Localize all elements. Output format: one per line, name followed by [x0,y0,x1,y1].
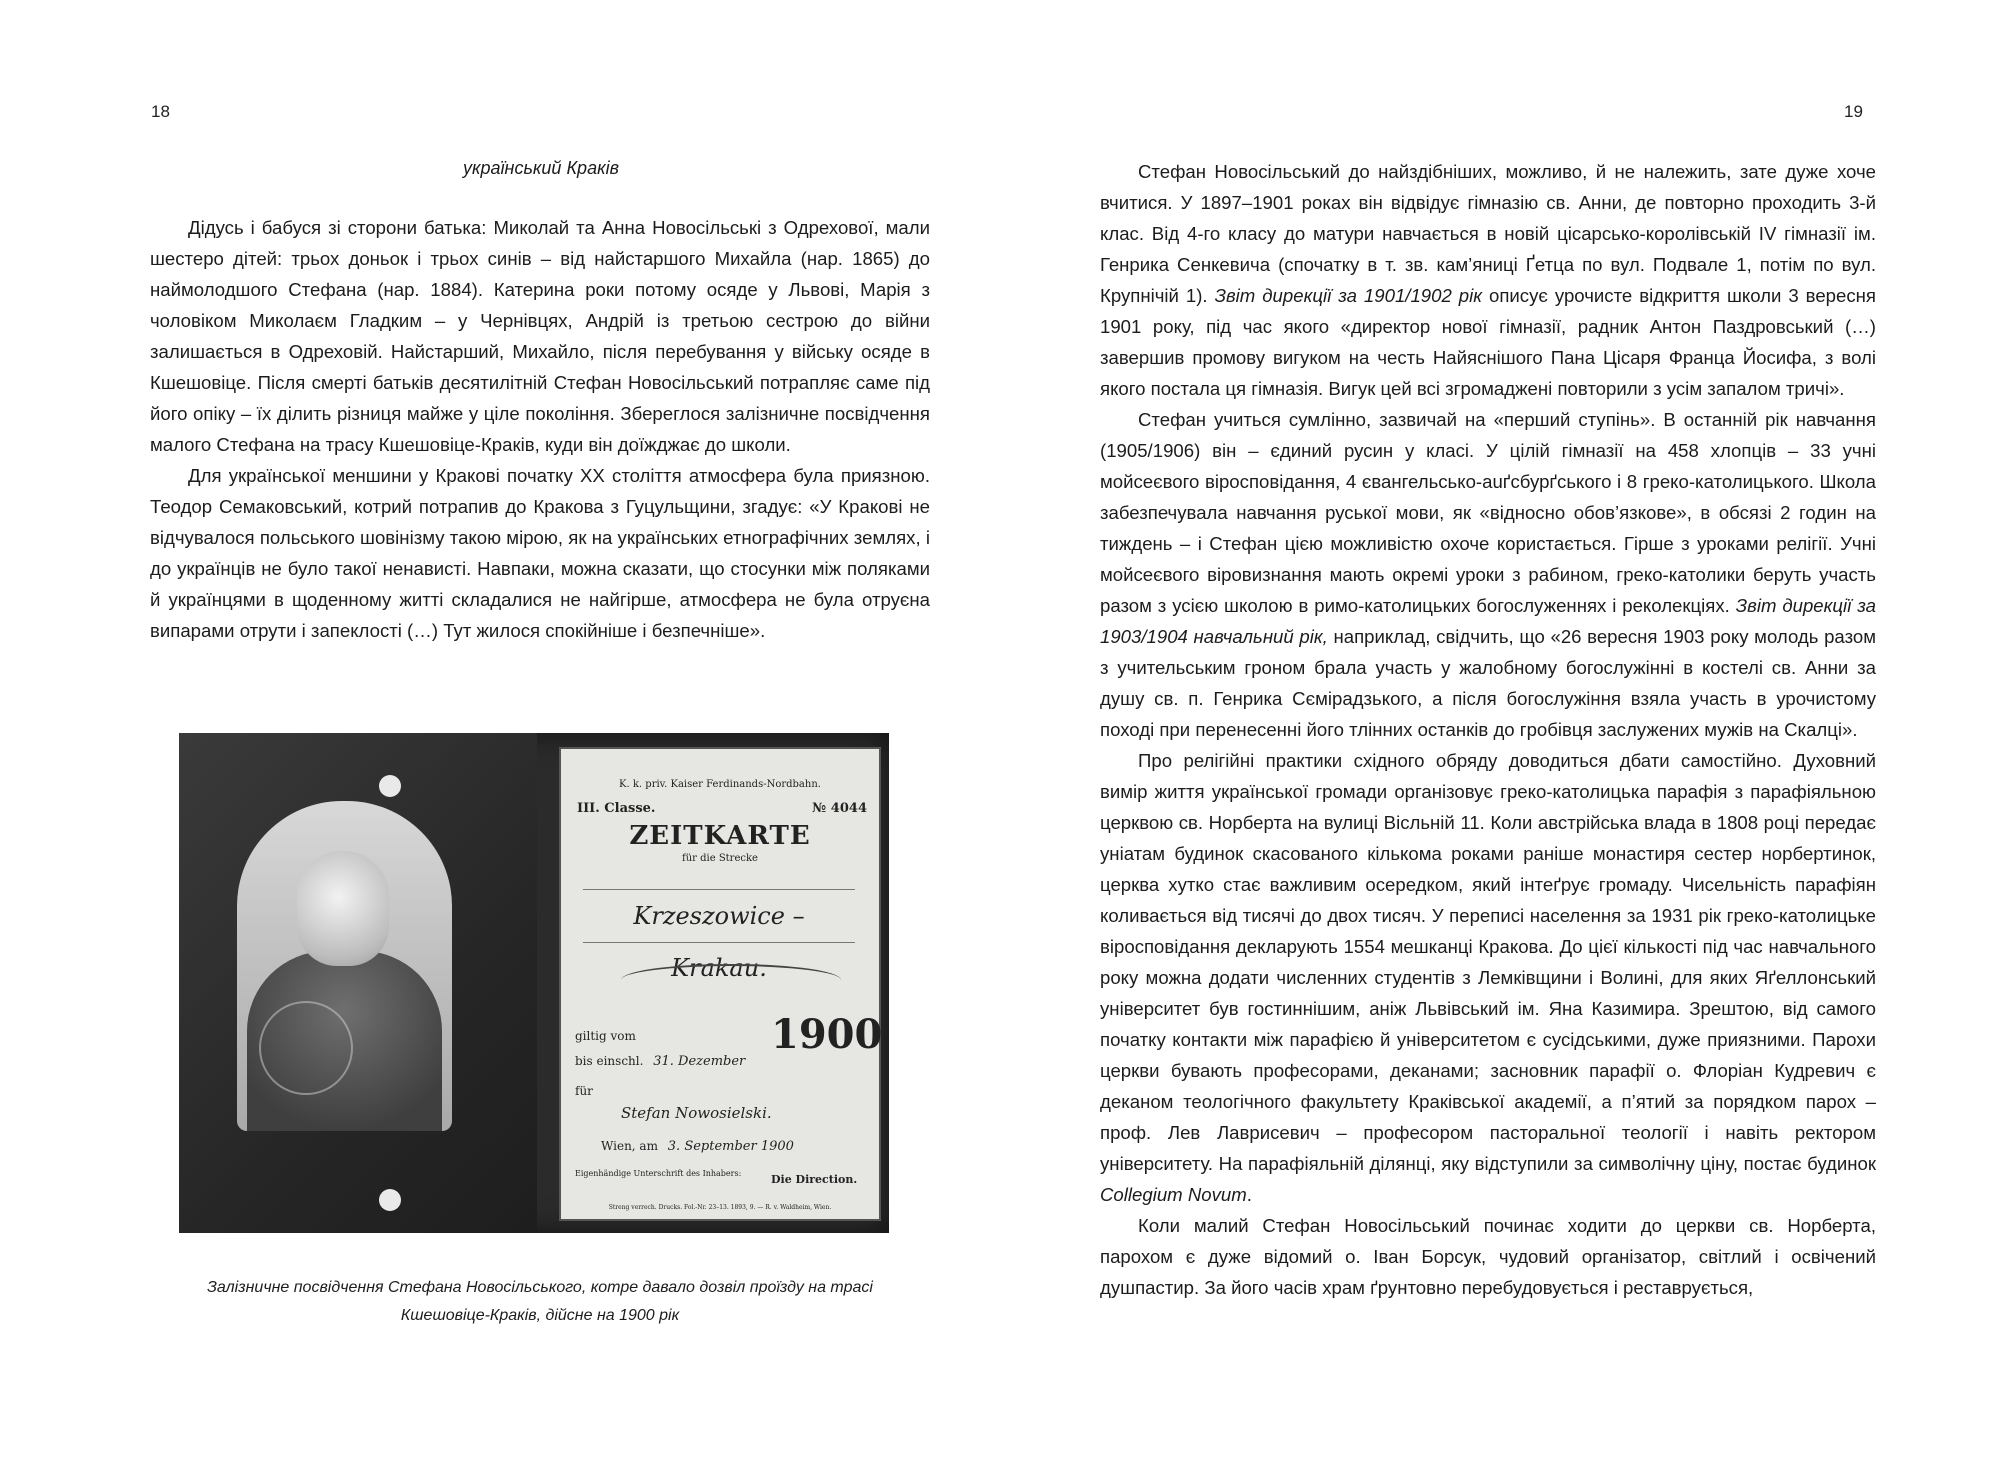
card-fuer: für [575,1084,593,1098]
portrait-stamp [259,1001,353,1095]
card-flourish [621,964,841,996]
card-wien-row [601,1139,794,1154]
text-run: описує урочисте відкриття школи 3 вересня 1901 року, під час якого «директор нової гімназії, радник Антон Паздровський (…) завершив промову вигуком на честь Найяснішого Пана Цісаря Франца Йосифа, з волі якого постала ця гімназія. Вигук цей всі згромаджені повторили з усім запалом тричі». [1100,285,1876,399]
railway-pass-photo [179,733,889,1233]
paragraph: Коли малий Стефан Новосільський починає ходити до церкви св. Норберта, парохом є дуже відомий о. Іван Борсук, чудовий організатор, світлий і освічений душпастир. За його часів храм ґрунтовно перебудовується і реставрується, [1100,1215,1876,1298]
building-name: Collegium Novum [1100,1184,1247,1205]
card-strecke: für die Strecke [682,853,758,864]
cover-hole [379,1189,401,1211]
paragraph: Дідусь і бабуся зі сторони батька: Миколай та Анна Новосільські з Одрехової, мали шестеро дітей: трьох доньок і трьох синів – від найстаршого Михайла (нар. 1865) до наймолодшого Стефана (нар. 1884). Катерина роки потому осяде у Львові, Марія з чоловіком Миколаєм Гладким – у Чернівцях, Андрій із третьою сестрою до війни залишається в Одреховій. Найстарший, Михайло, після перебування у війську осяде в Кшешовіце. Після смерті батьків десятилітній Стефан Новосільський потрапляє саме під його опіку – їх ділить різниця майже у ціле покоління. Збереглося залізничне посвідчення малого Стефана на трасу Кшешовіце-Краків, куди він доїжджає до школи. [150,217,930,455]
card-wien: Wien, am [601,1139,658,1153]
text-run: Стефан Новосільський до найздібніших, можливо, й не належить, зате дуже хоче вчитися. У 1897–1901 роках він відвідує гімназію св. Анни, де повторно проходить 3-й клас. Від 4-го класу до матури навчається в новій цісарсько-королівській IV гімназії ім. Генрика Сенкевича (спочатку в т. зв. кам’яниці Ґетца по вул. Подвале 1, потім по вул. Крупнічій 1). [1100,161,1876,306]
right-body-text [1100,156,1876,1303]
photo-caption [150,1274,930,1330]
card-print-note: Streng verrech. Drucks. Fol.-Nr. 23–13. 1893, 9. — R. v. Waldheim, Wien. [608,1204,832,1211]
paragraph [1100,404,1876,745]
page-number: 19 [1844,102,1863,121]
report-title: Звіт дирекції за 1903/1904 навчальний рік, [1100,595,1876,647]
left-body-text [150,212,930,646]
card-signature-label: Eigenhändige Unterschrift des Inhabers: [575,1169,742,1178]
text-run: Стефан учиться сумлінно, зазвичай на «перший ступінь». В останній рік навчання (1905/1906) він – єдиний русин у класі. У цілій гімназії на 458 хлопців – 33 учні мойсеєвого віросповідання, 4 євангельсько-auґсбурґського і 8 греко-католицького. Школа забезпечувала навчання руської мови, як «відносно обов’язкове», в обсязі 2 годин на тиждень – і Стефан цією можливістю охоче користається. Гірше з уроками релігії. Учні мойсеєвого віровизнання мають окремі уроки з рабином, греко-католики беруть участь разом з усією школою в римо-католицьких богослуженнях і реколекціях. [1100,409,1876,616]
caption-line: Залізничне посвідчення Стефана Новосільського, котре давало дозвіл проїзду на трасі [207,1279,873,1296]
right-page [1004,0,2008,1476]
card-wien-date: 3. September 1900 [667,1139,794,1154]
card-number: № 4044 [812,801,867,816]
report-title: Звіт дирекції за 1901/1902 рік [1214,285,1483,306]
card-bis-row [575,1054,745,1069]
paragraph [1100,745,1876,1210]
card-giltig: giltig vom [575,1029,636,1043]
card-railway: K. k. priv. Kaiser Ferdinands-Nordbahn. [619,779,821,790]
card-class-row [577,801,867,816]
card-holder-name: Stefan Nowosielski. [621,1104,772,1122]
text-run: Про релігійні практики східного обряду доводиться дбати самостійно. Духовний вимір життя української громади організовує греко-католицька парафія з парафіяльною церквою св. Норберта на вулиці Вісльній 11. Коли австрійська влада в 1808 році передає уніатам будинок скасованого кількома роками раніше монастиря сестер норбертинок, церква хутко стає важливим осередком, який інтеґрує громаду. Чисельність парафіян коливається від тисячі до двох тисяч. У переписі населення за 1931 рік греко-католицьке віросповідання декларують 1554 мешканці Кракова. До цієї кількості під час навчального року можна додати численних студентів з Лемківщини і Волині, для яких Яґеллонський університет був гостиннішим, аніж Львівський ім. Яна Казимира. Зрештою, від самого початку контакти між парафією й університетом є сусідськими, дуже приязними. Парохи церкви бувають професорами, деканами; засновник парафії о. Флоріан Кудревич є деканом теологічного факультету Краківської академії, а п’ятий за порядком парох – проф. Лев Лаврисевич – професором пасторальної теології і навіть ректором університету. На парафіяльній ділянці, яку відступили за символічну ціну, постає будинок [1100,750,1876,1174]
zeitkarte-card [559,747,881,1221]
page-number: 18 [151,102,170,121]
paragraph: Для української меншини у Кракові початку XX століття атмосфера була приязною. Теодор Семаковський, котрий потрапив до Кракова з Гуцульщини, згадує: «У Кракові не відчувалося польського шовінізму такою мірою, як на українських етнографічних землях, і до українців не було такої ненависті. Навпаки, можна сказати, що стосунки між поляками й українцями в щоденному житті складалися не найгірше, атмосфера не була отруєна випарами отрути і запеклості (…) Тут жилося спокійніше і безпечніше». [150,465,930,641]
text-run: наприклад, свідчить, що «26 вересня 1903 року молодь разом з учительським гроном брала участь у жалобному богослужінні в костелі св. Анни за душу св. п. Генрика Сємірадзького, а після богослужіння взяла участь в урочистому поході при перенесенні його тлінних останків до гробівця заслужених мужів на Скалці». [1100,626,1877,740]
card-title: ZEITKARTE [629,821,811,851]
card-bis: bis einschl. [575,1054,644,1068]
card-direction: Die Direction. [771,1173,858,1186]
boy-portrait [237,801,452,1131]
card-bis-date: 31. Dezember [653,1054,746,1069]
portrait-head [297,851,389,966]
cover-hole [379,775,401,797]
card-year: 1900 [771,1011,883,1058]
running-head: український Краків [463,158,619,178]
card-class: III. Classe. [577,801,656,816]
text-run: . [1246,1184,1252,1205]
card-route: Krzeszowice – Krakau. [583,889,855,943]
paragraph [1100,156,1876,404]
caption-line: Кшешовіце-Краків, дійсне на 1900 рік [400,1307,680,1324]
